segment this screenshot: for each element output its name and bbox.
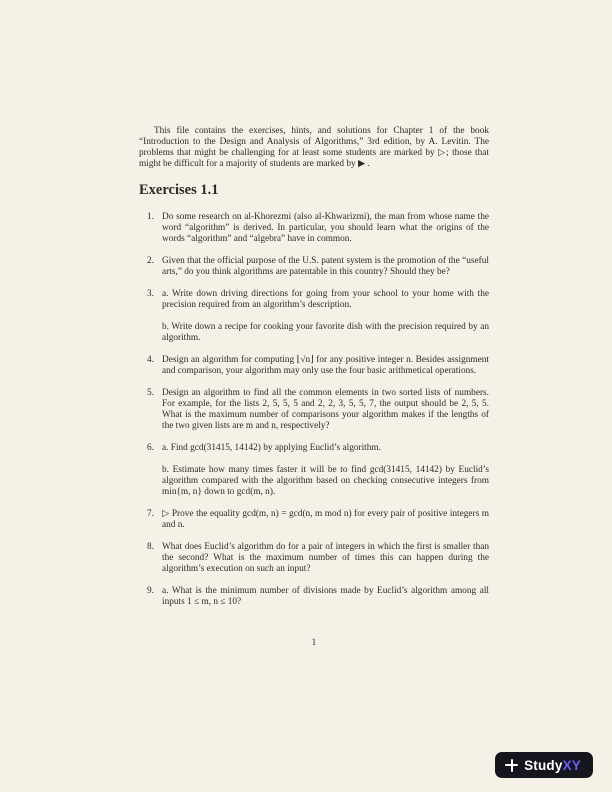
exercise-number: 5. (147, 388, 154, 398)
exercise-item-9 (139, 586, 489, 608)
document-page (139, 126, 489, 648)
exercise-item-2 (139, 256, 489, 278)
exercise-item-5 (139, 388, 489, 432)
exercise-text: Do some research on al-Khorezmi (also al-Khwarizmi), the man from whose name the word “algorithm” is derived. In particular, you should learn what the origins of the words “algorithm” and “algebra” have in common. (162, 212, 489, 244)
exercise-text: b. Estimate how many times faster it will be to find gcd(31415, 14142) by Euclid’s algorithm compared with the algorithm based on checking consecutive integers from min{m, n} down to gcd(m, n). (162, 465, 489, 497)
page-number: 1 (311, 638, 317, 648)
exercise-text: a. Find gcd(31415, 14142) by applying Euclid’s algorithm. (162, 443, 381, 453)
exercise-text: ▷ Prove the equality gcd(m, n) = gcd(n, m mod n) for every pair of positive integers m and n. (162, 509, 489, 530)
studyxy-logo-text (524, 758, 581, 773)
exercise-text: b. Write down a recipe for cooking your favorite dish with the precision required by an algorithm. (162, 322, 489, 343)
exercise-text: Design an algorithm to find all the common elements in two sorted lists of numbers. For example, for the lists 2, 5, 5, 5 and 2, 2, 3, 5, 5, 7, the output should be 2, 5, 5. What is the maximum number of comparisons your algorithm makes if the lengths of the two given lists are m and n, respectively? (162, 388, 489, 431)
exercise-number: 8. (147, 542, 154, 552)
exercise-item-7 (139, 509, 489, 531)
exercise-number: 9. (147, 586, 154, 596)
exercise-item-3 (139, 289, 489, 344)
exercise-text: a. What is the minimum number of divisions made by Euclid’s algorithm among all inputs 1 ≤ m, n ≤ 10? (162, 586, 489, 607)
exercise-item-6 (139, 443, 489, 498)
exercise-number: 3. (147, 289, 154, 299)
plus-icon (505, 759, 518, 772)
exercise-text: a. Write down driving directions for going from your school to your home with the precision required from an algorithm’s description. (162, 289, 489, 310)
brand-prefix: Study (524, 757, 563, 773)
exercise-number: 7. (147, 509, 154, 519)
exercise-item-8 (139, 542, 489, 575)
section-heading: Exercises 1.1 (139, 182, 219, 198)
exercise-text: What does Euclid’s algorithm do for a pair of integers in which the first is smaller than the second? What is the maximum number of times this can happen during the algorithm’s execution on such an input? (162, 542, 489, 574)
exercise-number: 1. (147, 212, 154, 222)
studyxy-badge[interactable] (495, 752, 593, 778)
exercise-item-1 (139, 212, 489, 245)
exercise-text: Given that the official purpose of the U.S. patent system is the promotion of the “useful arts,” do you think algorithms are patentable in this country? Should they be? (162, 256, 489, 277)
intro-paragraph: This file contains the exercises, hints, and solutions for Chapter 1 of the book “Introduction to the Design and Analysis of Algorithms,” 3rd edition, by A. Levitin. The problems that might be challenging for at least some students are marked by ▷; those that might be difficult for a majority of students are marked by ▶ . (139, 126, 489, 169)
exercise-number: 6. (147, 443, 154, 453)
exercise-item-4 (139, 355, 489, 377)
brand-suffix: XY (562, 757, 581, 773)
exercise-number: 4. (147, 355, 154, 365)
exercise-number: 2. (147, 256, 154, 266)
exercise-text: Design an algorithm for computing ⌊√n⌋ for any positive integer n. Besides assignment and comparison, your algorithm may only use the four basic arithmetical operations. (162, 355, 489, 376)
